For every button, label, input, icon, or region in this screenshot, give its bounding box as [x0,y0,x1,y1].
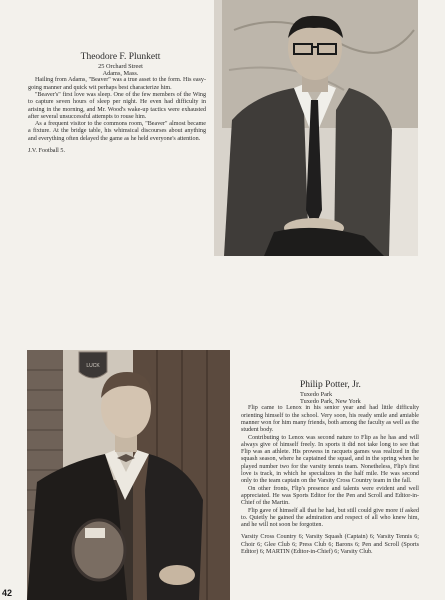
portrait-plunkett [214,0,418,256]
student-address-line2: Adams, Mass. [102,70,139,78]
bio-paragraph: "Beaver's" first love was sleep. One of the few members of the Wing to capture seven hours of sleep per night. He even had difficulty in arising in the morning, and Mr. Wood's wake-up tactics were exhausted after several unsuccessful attempts to rouse him. [28,92,206,120]
wall-plaque-text: LUCK [86,363,100,369]
student-address-line1: Tuxedo Park [300,391,333,398]
student-address-line1: 25 Orchard Street [98,63,143,70]
activities: J.V. Football 5. [28,148,65,155]
bio-paragraph: Flip gave of himself all that he had, but still could give more if asked to. Quietly he gained the admiration and respect of all who knew him, and he will not soon be forgotten. [241,507,419,529]
bio-paragraph: Contributing to Lenox was second nature to Flip as he has and will always give of himself freely. In sports it did not take long to see that Flip was an athlete. His prowess in racquets games was realized in the squash season, where he captained the squad, and in the spring when he played number two for the varsity tennis team. Nonetheless, Flip's first love is track, in which he specializes in the half mile. He was second only to the team captain on the Varsity Cross Country team in the fall. [241,434,419,485]
activities: Varsity Cross Country 6; Varsity Squash (Captain) 6; Varsity Tennis 6; Choir 6; Glee Club 6; Press Club 6; Barons 6; Pen and Scroll (Sports Editor) 6; MARTIN (Editor-in-Chief) 6; Varsity Club. [241,534,419,556]
page-number: 42 [2,588,13,598]
bio-paragraph: Flip came to Lenox in his senior year and had little difficulty orienting himself to the school. Very soon, his ready smile and amiable manner won for him many friends, both among the faculty as well as the student body. [241,405,419,434]
portrait-potter [27,350,230,600]
bio-paragraph: On other fronts, Flip's presence and talents were evident and well appreciated. He was Sports Editor for the Pen and Scroll and Editor-in-Chief of the Martin. [241,485,419,507]
entry-potter [241,380,419,556]
bio-paragraph: As a frequent visitor to the commons room, "Beaver" almost became a fixture. At the bridge table, his whimsical discourses about anything and everything often delayed the game as he held everyone's attention. [28,121,206,142]
student-name: Theodore F. Plunkett [80,52,161,62]
bio-paragraph: Hailing from Adams, "Beaver" was a true asset to the form. His easy-going manner and quick wit perhaps best characterize him. [28,77,206,91]
student-name: Philip Potter, Jr. [300,380,361,390]
student-address-line2: Tuxedo Park, New York [300,398,361,406]
entry-plunkett [28,52,206,155]
